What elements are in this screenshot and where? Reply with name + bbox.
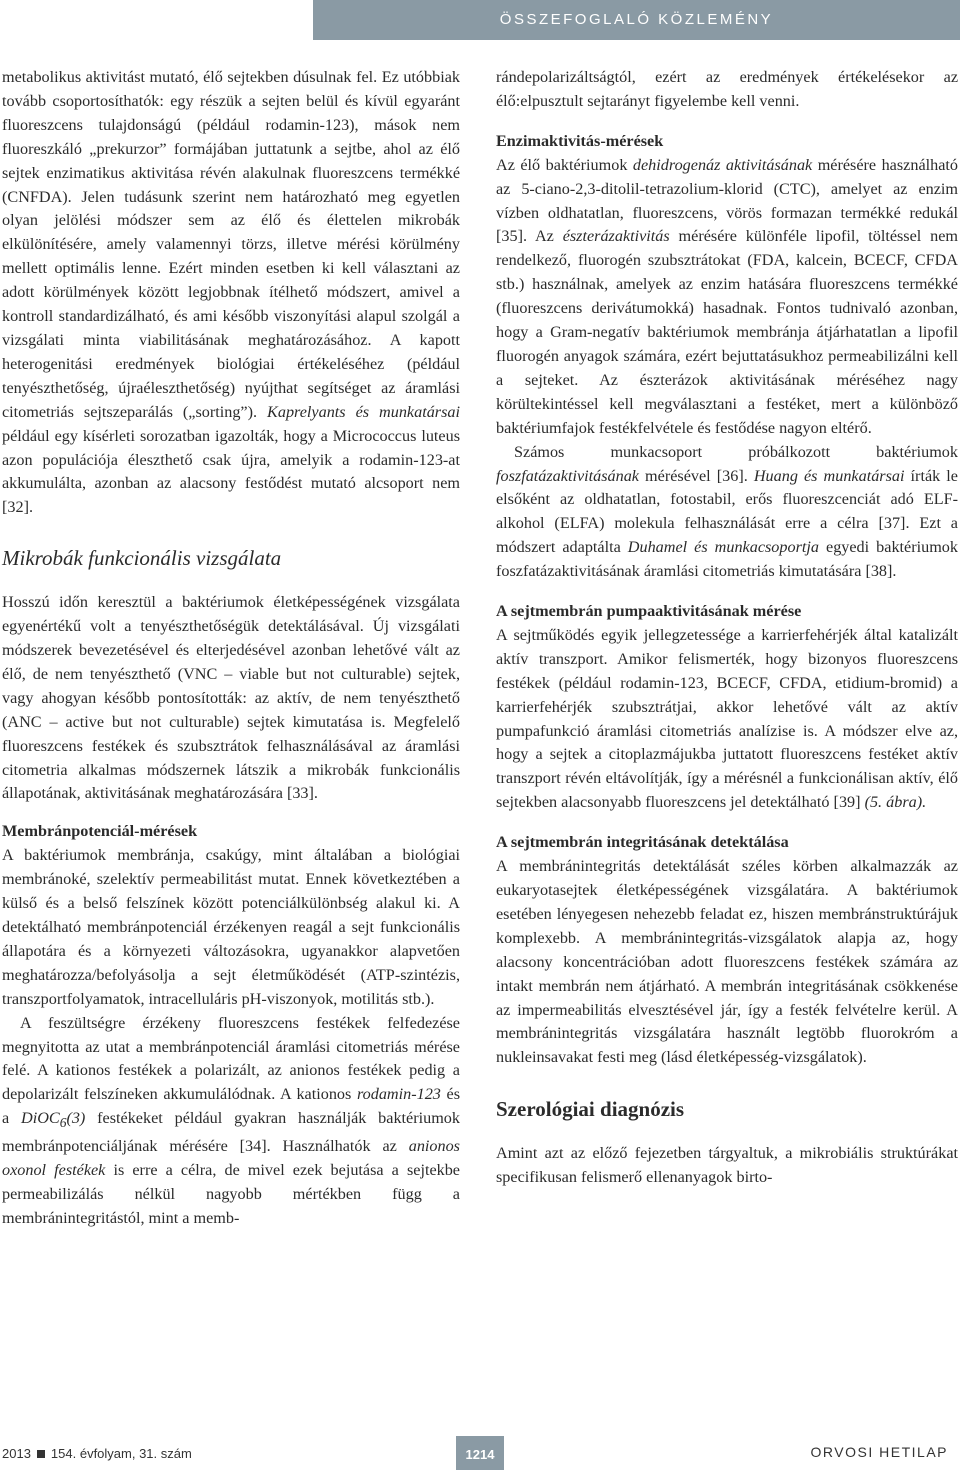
issue: 154. évfolyam, 31. szám: [50, 1446, 192, 1461]
paragraph: Amint azt az előző fejezetben tárgyaltuk, a mikrobiális struktúrákat specifikusan felismerő ellenanyagok birto-: [496, 1144, 958, 1187]
page-number: 1214: [456, 1436, 504, 1470]
subheading: A sejtmembrán integritásának detektálása: [496, 833, 789, 852]
right-column: [496, 66, 958, 1190]
square-bullet-icon: [37, 1450, 45, 1458]
subheading: Enzimaktivitás-mérések: [496, 131, 664, 150]
paragraph: A feszültségre érzékeny fluoreszcens festékek felfedezése megnyitotta az utat a membránpotenciál áramlási citometriás mérése felé. A kationos festékek a polarizált, az anionos festékek pedig a depolarizált felszíneken akkumulálódnak. A kationos rodamin-123 és a DiOC$_6$(3) festékeket például gyakran használják baktériumok membránpotenciáljának mérésére [34]. Használhatók az anionos oxonol festékek is erre a célra, de mivel ezek bejutása a sejtekbe permeabilizálás nélkül nagyobb mértékben függ a membránintegritástól, mint a memb-: [2, 1013, 461, 1228]
paragraph: Hosszú időn keresztül a baktériumok életképességének vizsgálata egyenértékű volt a tenyészthetőségük detektálásával. Új vizsgálati módszerek bevezetésével és elterjedésével azonban lehetővé vált az élő, de nem tenyészthető (VNC – viable but not culturable) sejtek, vagy ahogyan később pontosították: az aktív, de nem tenyészthető (ANC – active but not culturable) sejtek kimutatása is. Megfelelő fluoreszcens festékek és szubsztrátok felhasználásával az áramlási citometria alkalmas módszernek látszik a mikrobák funkcionális állapotának, aktivitásának meghatározására [33].: [2, 593, 460, 803]
paragraph: A membránintegritás detektálását széles körben alkalmazzák az eukaryotasejtek életképességének vizsgálatára. A baktériumok esetében lényegesen nehezebb feladat ez, hiszen membránstruktúrájuk komplexebb. A membránintegritás-vizsgálatok alapja az, hogy alacsony koncentrációban adott fluoreszcens festékek számára az intakt membrán nem átjárható. A membrán integritásának csökkenése az impermeabilitás elvesztésével jár, így a festék felvételre kerül. A membránintegritás vizsgálatára használt legtöbb fluorokróm a nukleinsavakat festi meg (lásd életképesség-vizsgálatok).: [496, 857, 958, 1067]
author-ref: Kaprelyants és munkatársai: [267, 402, 460, 421]
paragraph: Számos munkacsoport próbálkozott baktériumok foszfatázaktivitásának mérésével [36]. Huang és munkatársai írták le elsőként az oldhatatlan, fotostabil, erős fluoreszcenciát adó ELF-alkohol (ELFA) molekula felhasználását erre a célra [37]. Ezt a módszert adaptálta Duhamel és munkacsoportja egyedi baktériumok foszfatázaktivitásának áramlási citometriás kimutatására [38].: [496, 442, 958, 581]
paragraph: A baktériumok membránja, csakúgy, mint általában a biológiai membránoké, szelektív permeabilitást mutat. Ennek következtében a külső és a belső felszínek között potenciálkülönbség alakul ki. A detektálható membránpotenciál érzékenyen reagál a sejt funkcionális állapotára és a környezeti változásokra, ugyanakkor alapvetően meghatározza/befolyásolja a sejt életműködését (ATP-szintézis, transzportfolyamatok, intracelluláris pH-viszonyok, motilitás stb.).: [2, 846, 460, 1008]
section-label: ÖSSZEFOGLALÓ KÖZLEMÉNY: [499, 11, 774, 28]
subheading: A sejtmembrán pumpaaktivitásának mérése: [496, 602, 802, 621]
issue-info: [2, 1446, 192, 1461]
subheading: Membránpotenciál-mérések: [2, 822, 198, 841]
section-title: Mikrobák funkcionális vizsgálata: [2, 546, 282, 571]
paragraph: metabolikus aktivitást mutató, élő sejtekben dúsulnak fel. Ez utóbbiak tovább csoportosíthatók: egy részük a sejten belül és kívül egyaránt fluoreszcens tulajdonságú (például rodamin-123), mások nem fluoreszkáló „prekurzor” formájában juttatunk a sejtbe, ahol az élő sejtek enzimatikus aktivitása révén alakulnak fluoreszcens termékké (CNFDA). Jelen tudásunk szerint nem határozható meg egyetlen olyan jelölési módszer sem az élő és élettelen mikrobák elkülönítésére, amely valamennyi törzs, illetve mérési körülmény mellett optimális lenne. Ezért minden esetben ki kell választani az adott körülmények között legjobbnak ítélhető módszert, amivel a kontroll standardizálható, és ami később viszonyítási alapul szolgál a vizsgálati minta viabilitásának meghatározásához. A kapott heterogenitási eredmények biológiai értékeléséhez (például tenyészthetőség, újraéleszthetőség) nyújthat segítséget az áramlási citometriás sejtszeparálás („sorting”). Kaprelyants és munkatársai például egy kísérleti sorozatban igazolták, hogy a Micrococcus luteus azon populációja éleszthető csak újra, amelyik a rodamin-123-at akkumulálta, azonban az alacsony festődést mutató alcsoport nem [32].: [2, 68, 460, 517]
paragraph: Az élő baktériumok dehidrogenáz aktivitásának mérésére használható az 5-ciano-2,3-ditolil-tetrazolium-klorid (CTC), amelyet az enzim vízben oldhatatlan, fluoreszcens, vörös formazan termékké redukál [35]. Az észterázaktivitás mérésére különféle lipofil, töltéssel nem rendelkező, fluorogén szubsztrátokat (FDA, kalcein, BCECF, CFDA stb.) használnak, amelyek az enzim hatására fluoreszcens termékké (fluoreszcens derivátumokká) hasadnak. Fontos tudnivaló azonban, hogy a Gram-negatív baktériumok membránja átjárhatatlan a lipofil fluorogén anyagok számára, ezért bejuttatásukhoz permeabilizálni kell a sejteket. Az észterázok aktivitásának méréséhez nagy körültekintéssel kell megválasztani a festéket, mert a különböző baktériumfajok festékfelvétele és festődése nagyon eltérő.: [496, 155, 958, 437]
section-title: Szerológiai diagnózis: [496, 1097, 685, 1122]
paragraph: rándepolarizáltságtól, ezért az eredmények értékelésekor az élő:elpusztult sejtarányt figyelembe kell venni.: [496, 68, 958, 110]
left-column: [2, 66, 460, 1231]
journal-name: ORVOSI HETILAP: [810, 1444, 948, 1460]
year: 2013: [2, 1446, 31, 1461]
paragraph: A sejtműködés egyik jellegzetessége a karrierfehérjék által katalizált aktív transzport. Amikor felismerték, hogy bizonyos fluoreszcens festékek (például rodamin-123, BCECF, CFDA, etidium-bromid) a karrierfehérjék szubsztrátjai, akkor lehetővé vált az aktív pumpafunkció áramlási citometriás analízise is. A módszer elve az, hogy a sejtek a citoplazmájukba juttatott fluoreszcens festéket aktív transzport révén eltávolítják, így a mérésnél a funkcionálisan aktív, élő sejtekben alacsonyabb fluoreszcens jel detektálható [39] (5. ábra).: [496, 625, 958, 812]
